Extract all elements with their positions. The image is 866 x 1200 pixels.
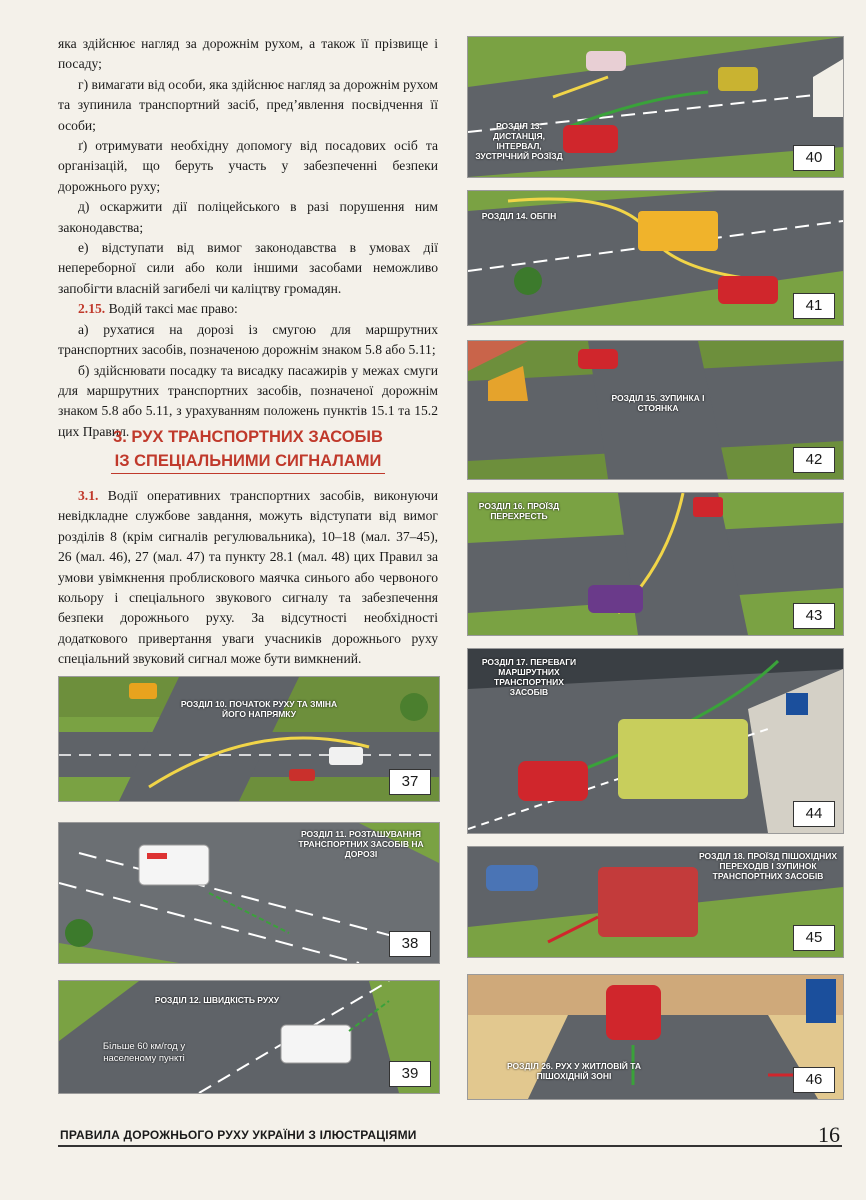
illustration-caption: РОЗДІЛ 12. ШВИДКІСТЬ РУХУ <box>154 995 280 1005</box>
illustration-caption: РОЗДІЛ 10. ПОЧАТОК РУХУ ТА ЗМІНА ЙОГО НАПРЯМКУ <box>180 699 338 719</box>
clause-number: 3.1. <box>78 488 99 503</box>
figure-number: 40 <box>793 145 835 171</box>
section-title-line: 3. РУХ ТРАНСПОРТНИХ ЗАСОБІВ <box>113 428 383 446</box>
road-scene-image <box>59 677 439 801</box>
illustration-note: Більше 60 км/год у населеному пункті <box>102 1041 186 1064</box>
illustration-46 <box>467 974 844 1100</box>
paragraph: д) оскаржити дії поліцейського в разі порушення ним законодавства; <box>58 199 438 235</box>
illustration-37 <box>58 676 440 802</box>
illustration-40 <box>467 36 844 178</box>
figure-number: 38 <box>389 931 431 957</box>
illustration-caption: РОЗДІЛ 13. ДИСТАНЦІЯ, ІНТЕРВАЛ, ЗУСТРІЧНИЙ РОЗЇЗД <box>475 121 563 161</box>
illustration-caption: РОЗДІЛ 14. ОБГІН <box>481 211 557 221</box>
illustration-43 <box>467 492 844 636</box>
illustration-45 <box>467 846 844 958</box>
figure-number: 41 <box>793 293 835 319</box>
clause-text: Водій таксі має право: <box>105 301 238 317</box>
left-text-column <box>58 34 438 442</box>
figure-number: 44 <box>793 801 835 827</box>
illustration-caption: РОЗДІЛ 11. РОЗТАШУВАННЯ ТРАНСПОРТНИХ ЗАСОБІВ НА ДОРОЗІ <box>298 829 424 859</box>
section-title <box>58 425 438 474</box>
figure-number: 46 <box>793 1067 835 1093</box>
clause-text: Водії оперативних транспортних засобів, виконуючи невідкладне службове завдання, можуть відступати від вимог розділів 8 (крім сигналів регулювальника), 10–18 (мал. 37–45), 26 (мал. 46), 27 (мал. 47) та пункту 28.1 (мал. 48) цих Правил за умови увімкнення проблискового маячка синього або червоного кольору і спеціального звукового сигналу та забезпечення безпеки дорожнього руху. За відсутності необхідності додаткового привертання уваги учасників дорожнього руху спеціальний звуковий сигнал може бути вимкнений. <box>58 488 438 667</box>
illustration-44 <box>467 648 844 834</box>
paragraph: е) відступати від вимог законодавства в умовах дії непереборної сили або коли іншими засобами неможливо запобігти власній загибелі чи каліцтву громадян. <box>58 240 438 296</box>
illustration-caption: РОЗДІЛ 16. ПРОЇЗД ПЕРЕХРЕСТЬ <box>478 501 560 521</box>
figure-number: 37 <box>389 769 431 795</box>
footer-divider <box>58 1145 842 1147</box>
illustration-38 <box>58 822 440 964</box>
illustration-42 <box>467 340 844 480</box>
illustration-41 <box>467 190 844 326</box>
paragraph: ґ) отримувати необхідну допомогу від посадових осіб та організацій, що беруть участь у забезпеченні безпеки дорожнього руху; <box>58 138 438 194</box>
page-number: 16 <box>818 1122 840 1147</box>
paragraph: б) здійснювати посадку та висадку пасажирів у межах смуги для маршрутних транспортних засобів, позначеної дорожнім знаком 5.8 або 5.11, з урахуванням положень пунктів 15.1 та 15.2 цих Правил. <box>58 362 438 439</box>
figure-number: 42 <box>793 447 835 473</box>
footer-title: ПРАВИЛА ДОРОЖНЬОГО РУХУ УКРАЇНИ З ІЛЮСТРАЦІЯМИ <box>60 1128 417 1142</box>
section-title-line: ІЗ СПЕЦІАЛЬНИМИ СИГНАЛАМИ <box>111 449 386 474</box>
figure-number: 45 <box>793 925 835 951</box>
paragraph <box>58 299 438 319</box>
illustration-caption: РОЗДІЛ 18. ПРОЇЗД ПІШОХІДНИХ ПЕРЕХОДІВ І ЗУПИНОК ТРАНСПОРТНИХ ЗАСОБІВ <box>698 851 838 881</box>
figure-number: 43 <box>793 603 835 629</box>
paragraph: яка здійснює нагляд за дорожнім рухом, а також її прізвище і посаду; <box>58 36 438 72</box>
illustration-caption: РОЗДІЛ 26. РУХ У ЖИТЛОВІЙ ТА ПІШОХІДНІЙ ЗОНІ <box>506 1061 642 1081</box>
illustration-caption: РОЗДІЛ 15. ЗУПИНКА І СТОЯНКА <box>611 393 705 413</box>
paragraph: г) вимагати від особи, яка здійснює нагляд за дорожнім рухом та зупинила транспортний засіб, пред’явлення посвідчення її особи; <box>58 76 438 133</box>
section-body <box>58 486 438 670</box>
illustration-caption: РОЗДІЛ 17. ПЕРЕВАГИ МАРШРУТНИХ ТРАНСПОРТНИХ ЗАСОБІВ <box>481 657 577 697</box>
paragraph: а) рухатися на дорозі із смугою для маршрутних транспортних засобів, позначеною дорожнім знаком 5.8 або 5.11; <box>58 321 438 358</box>
paragraph <box>58 486 438 670</box>
figure-number: 39 <box>389 1061 431 1087</box>
illustration-39 <box>58 980 440 1094</box>
clause-number: 2.15. <box>78 301 106 317</box>
